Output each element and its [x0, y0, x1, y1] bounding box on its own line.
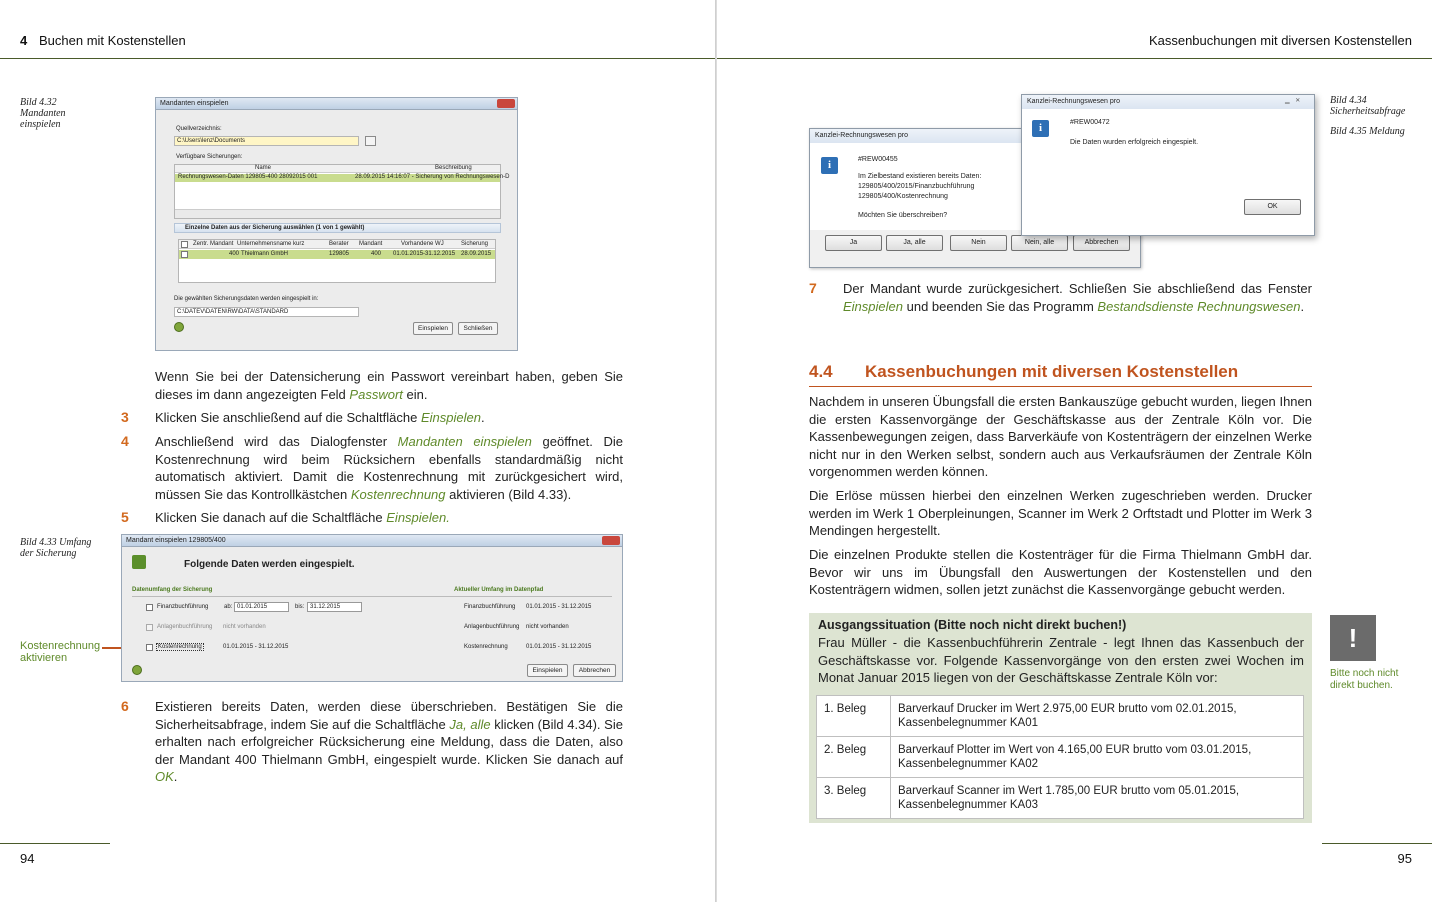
- folder-icon[interactable]: [365, 136, 376, 146]
- col-wj: Vorhandene WJ: [401, 241, 444, 247]
- from-date-input[interactable]: 01.01.2015: [234, 602, 289, 612]
- paragraph: Die Erlöse müssen hierbei den einzelnen Werken zugeschrieben werden. Drucker werden im Werk 1 Oberpleinungen, Scanner im Werk 2 Orftstadt und Plotter im Werk 3 Mendingen hergestellt.: [809, 488, 1312, 538]
- message-code: #REW00455: [858, 156, 898, 163]
- no-button[interactable]: Nein: [950, 235, 1007, 251]
- help-icon[interactable]: [174, 322, 184, 332]
- section-rule: [809, 386, 1312, 387]
- text: Klicken Sie danach auf die Schaltfläche: [155, 510, 387, 525]
- cancel-button[interactable]: Abbrechen: [573, 664, 616, 677]
- text: Der Mandant wurde zurückgesichert. Schließen Sie abschließend das Fenster: [843, 281, 1312, 296]
- finanzbuch-checkbox[interactable]: [146, 604, 153, 611]
- text: Klicken Sie anschließend auf die Schaltfläche: [155, 410, 421, 425]
- r3-right-label: Kostenrechnung: [464, 644, 508, 650]
- col-mandant: Mandant: [359, 241, 383, 247]
- screenshot-mandanten-einspielen: [155, 97, 518, 351]
- table-row: [817, 778, 1304, 819]
- text: Anschließend wird das Dialogfenster: [155, 434, 398, 449]
- box-title: Ausgangssituation (Bitte noch nicht direkt buchen!): [818, 618, 1127, 632]
- step-number: 6: [121, 698, 129, 714]
- step-3: [155, 409, 623, 427]
- close-window-button[interactable]: [602, 536, 620, 545]
- close-button[interactable]: Schließen: [458, 322, 498, 335]
- scrollbar[interactable]: [175, 209, 500, 218]
- right-page: [717, 0, 1432, 902]
- r3-label: Kostenrechnung: [158, 644, 202, 650]
- col-name: Name: [255, 165, 272, 171]
- header-rule: [0, 58, 716, 59]
- r1-label: Finanzbuchführung: [157, 604, 209, 610]
- beleg-table: [816, 695, 1304, 819]
- r2-label: Anlagenbuchführung: [157, 624, 213, 630]
- no-all-button[interactable]: Nein, alle: [1011, 235, 1068, 251]
- ui-term: Bestandsdienste Rechnungswesen: [1097, 298, 1301, 314]
- section-number: 4.4: [809, 362, 833, 381]
- text: geöffnet. Die Kostenrechnung wird beim Rücksichern ebenfalls standardmäßig nicht automatisch aktiviert. Damit die Kostenrechnung mit zurückgesichert wird, müssen Sie das Kontrollkästchen: [155, 434, 623, 502]
- beleg-text: Barverkauf Drucker im Wert 2.975,00 EUR brutto vom 02.01.2015, Kassenbelegnummer KA01: [891, 696, 1304, 737]
- figure-caption-433: Bild 4.33 Umfang der Sicherung: [20, 537, 92, 559]
- col-unternehmen: Unternehmensname kurz: [237, 241, 305, 247]
- beleg-label: 1. Beleg: [817, 696, 891, 737]
- ui-term: Kostenrechnung: [350, 486, 446, 502]
- footer-rule: [0, 843, 110, 844]
- select-all-checkbox[interactable]: [181, 241, 188, 248]
- import-button[interactable]: Einspielen: [413, 322, 453, 335]
- text: Wenn Sie bei der Datensicherung ein Passwort vereinbart haben, geben Sie dieses im dann angezeigten Feld: [155, 369, 623, 402]
- ui-term: Ja, alle: [449, 716, 491, 732]
- info-icon: i: [821, 157, 838, 174]
- message-line: 129805/400/2015/Finanzbuchführung: [858, 183, 975, 190]
- cancel-button[interactable]: Abbrechen: [1073, 235, 1130, 251]
- yes-button[interactable]: Ja: [825, 235, 882, 251]
- beleg-label: 3. Beleg: [817, 778, 891, 819]
- window-titlebar: [156, 98, 517, 110]
- col-sicherung: Sicherung: [461, 241, 489, 247]
- page-number: 94: [20, 851, 35, 866]
- help-icon[interactable]: [132, 665, 142, 675]
- beleg-label: 2. Beleg: [817, 737, 891, 778]
- step-5: [155, 509, 623, 527]
- running-header: Kassenbuchungen mit diversen Kostenstellen: [1148, 33, 1412, 48]
- r1-right-label: Finanzbuchführung: [464, 604, 516, 610]
- box-text: Frau Müller - die Kassenbuchführerin Zentrale - legt Ihnen das Kassenbuch der Geschäftskasse vor. Folgende Kassenvorgänge von den ersten zwei Wochen im Monat Januar 2015 liegen von der Geschäftskasse Zentrale Köln vor:: [818, 635, 1304, 685]
- window-title: Mandanten einspielen: [160, 100, 229, 107]
- target-select[interactable]: C:\DATEV\DATEN\RW\DATA\STANDARD: [174, 307, 359, 317]
- step-6: [155, 698, 623, 786]
- section-title: Kassenbuchungen mit diversen Kostenstellen: [865, 362, 1239, 381]
- cell: 01.01.2015-31.12.2015: [393, 251, 456, 257]
- window-title: Mandant einspielen 129805/400: [126, 537, 226, 544]
- text: klicken (Bild 4.34). Sie erhalten nach erfolgreicher Rücksicherung eine Meldung, dass die Daten, also der Mandant 400 Thielmann GmbH, eingespielt wurde. Klicken Sie danach auf: [155, 716, 623, 767]
- situation-box: [809, 613, 1312, 823]
- col-zentr: Zentr. Mandant: [193, 241, 234, 247]
- paragraph: Die einzelnen Produkte stellen die Kostenträger für die Firma Thielmann GmbH dar. Bevor wir uns im Übungsfall den Auswertungen der Kostenstellen und den Kostenträgern widmen, sollen jetzt zunächst die Kassenvorgänge gebucht werden.: [809, 547, 1312, 597]
- figure-caption-432: Bild 4.32 Mandanten einspielen: [20, 97, 66, 130]
- section-header[interactable]: Einzelne Daten aus der Sicherung auswählen (1 von 1 gewählt): [174, 223, 501, 233]
- message-code: #REW00472: [1070, 119, 1110, 126]
- table-row: [817, 696, 1304, 737]
- figure-caption-435: Bild 4.35 Meldung: [1330, 126, 1405, 137]
- row-checkbox[interactable]: [181, 251, 188, 258]
- left-heading: Datenumfang der Sicherung: [132, 587, 213, 593]
- beleg-text: Barverkauf Scanner im Wert 1.785,00 EUR brutto vom 05.01.2015, Kassenbelegnummer KA03: [891, 778, 1304, 819]
- cell: 28.09.2015: [461, 251, 492, 257]
- ui-term: Einspielen: [843, 298, 903, 314]
- info-icon: i: [1032, 120, 1049, 137]
- ok-button[interactable]: OK: [1244, 199, 1301, 215]
- para-password: [155, 368, 623, 403]
- from-label: ab:: [224, 604, 233, 610]
- callout-label: Kostenrechnung aktivieren: [20, 640, 101, 664]
- warning-text: Bitte noch nicht direkt buchen.: [1330, 668, 1399, 691]
- message-line: Im Zielbestand existieren bereits Daten:: [858, 173, 982, 180]
- text: .: [1300, 298, 1305, 314]
- message-text: Die Daten wurden erfolgreich eingespielt.: [1070, 139, 1199, 146]
- window-controls[interactable]: ▁ ✕: [1285, 98, 1303, 104]
- table-row: [817, 737, 1304, 778]
- page-number: 95: [1397, 851, 1412, 866]
- text: und beenden Sie das Programm: [903, 298, 1098, 314]
- message-question: Möchten Sie überschreiben?: [858, 212, 948, 219]
- step-number: 3: [121, 409, 129, 425]
- detail-table: [178, 239, 496, 283]
- step-number: 7: [809, 280, 817, 296]
- dialog-success-message: [1021, 94, 1315, 236]
- to-label: bis:: [295, 604, 305, 610]
- chapter-title: Buchen mit Kostenstellen: [39, 33, 186, 48]
- screenshot-mandant-einspielen: [121, 534, 623, 682]
- to-date-input[interactable]: 31.12.2015: [307, 602, 362, 612]
- header-rule: [717, 58, 1432, 59]
- source-label: Quellverzeichnis:: [176, 126, 222, 132]
- import-button[interactable]: Einspielen: [527, 664, 568, 677]
- step-number: 5: [121, 509, 129, 525]
- close-window-button[interactable]: [497, 99, 515, 108]
- ui-term: OK: [155, 769, 174, 784]
- text: Existieren bereits Daten, werden diese überschrieben. Bestätigen Sie die Sicherheitsabfrage, indem Sie auf die Schaltfläche: [155, 699, 623, 732]
- right-heading: Aktueller Umfang im Datenpfad: [454, 587, 544, 593]
- paragraph: Nachdem in unseren Übungsfall die ersten Bankauszüge gebucht wurden, liegen Ihnen die ersten Kassenvorgänge der Geschäftskasse aus der Zentrale Köln vor. Die Kassenbewegungen zeigen, dass Barverkäufe von Kostenträgern der einzelnen Werke nicht nur in den Werken selbst, sondern auch aus Verkaufsräumen der Zentrale Köln vorgenommen werden können.: [809, 394, 1312, 479]
- row-name: Rechnungswesen-Daten 129805-400 28092015 001: [178, 174, 318, 180]
- dialog-title: Kanzlei-Rechnungswesen pro: [1022, 95, 1314, 109]
- text: ein.: [406, 386, 428, 402]
- dialog-title: Kanzlei-Rechnungswesen pro: [810, 129, 1140, 143]
- col-desc: Beschreibung: [435, 165, 472, 171]
- message-line: 129805/400/Kostenrechnung: [858, 193, 948, 200]
- step-4: [155, 433, 623, 503]
- dialog-heading: Folgende Daten werden eingespielt.: [184, 559, 355, 570]
- cell: 400: [229, 251, 240, 257]
- window-titlebar: [122, 535, 622, 547]
- source-input[interactable]: C:\Users\lenz\Documents: [174, 136, 359, 146]
- step-7: [843, 280, 1312, 315]
- step-number: 4: [121, 433, 129, 449]
- ui-term: Passwort: [349, 386, 403, 402]
- r1-right-value: 01.01.2015 - 31.12.2015: [526, 604, 592, 610]
- beleg-text: Barverkauf Plotter im Wert von 4.165,00 EUR brutto vom 03.01.2015, Kassenbelegnummer KA02: [891, 737, 1304, 778]
- r3-value: 01.01.2015 - 31.12.2015: [223, 644, 289, 650]
- target-label: Die gewählten Sicherungsdaten werden eingespielt in:: [174, 296, 319, 302]
- text: aktivieren (Bild 4.33).: [445, 486, 572, 502]
- row-desc: 28.09.2015 14:16:07 - Sicherung von Rechnungswesen-D: [355, 174, 510, 180]
- cell: Thielmann GmbH: [241, 251, 289, 257]
- ui-term: Mandanten einspielen: [397, 434, 532, 449]
- text: .: [173, 769, 178, 784]
- col-berater: Berater: [329, 241, 349, 247]
- r2-right-label: Anlagenbuchführung: [464, 624, 520, 630]
- r2-value: nicht vorhanden: [223, 624, 266, 630]
- ui-term: Einspielen.: [386, 510, 450, 525]
- kostenrechnung-checkbox[interactable]: [146, 644, 153, 651]
- backup-table: [174, 164, 510, 219]
- cell: 129805: [329, 251, 350, 257]
- warning-icon: !: [1330, 615, 1376, 661]
- yes-all-button[interactable]: Ja, alle: [886, 235, 943, 251]
- ui-term: Einspielen: [420, 410, 481, 425]
- import-icon: [132, 555, 146, 569]
- cell: 400: [371, 251, 382, 257]
- r2-right-value: nicht vorhanden: [526, 624, 569, 630]
- chapter-number: 4: [20, 33, 28, 48]
- r3-right-value: 01.01.2015 - 31.12.2015: [526, 644, 592, 650]
- text: .: [480, 410, 485, 425]
- available-label: Verfügbare Sicherungen:: [176, 154, 243, 160]
- anlagen-checkbox[interactable]: [146, 624, 153, 631]
- footer-rule: [1322, 843, 1432, 844]
- figure-caption-434: Bild 4.34 Sicherheitsabfrage: [1330, 95, 1406, 117]
